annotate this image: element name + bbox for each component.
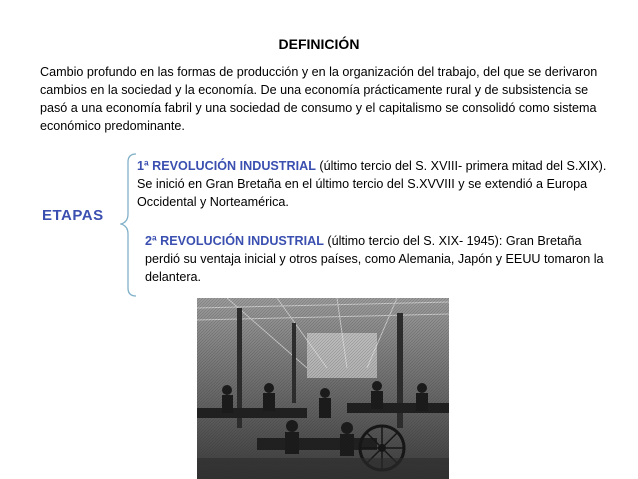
definition-paragraph: Cambio profundo en las formas de producción y en la organización del trabajo, del que se derivaron cambios en la sociedad y la economía. De una economía prácticamente rural y de subsistencia se pasó a una economía fabril y una sociedad de consumo y el capitalismo se consolidó como sistema económico predominante.: [40, 65, 598, 133]
stage-2-title: 2ª REVOLUCIÓN INDUSTRIAL: [145, 234, 324, 248]
stage-1-text: (último tercio del S. XVIII- primera mitad del S.XIX). Se inició en Gran Bretaña en el último tercio del S.XVVIII y se extendió a Europa Occidental y Norteamérica.: [137, 159, 607, 209]
stage-1-title: 1ª REVOLUCIÓN INDUSTRIAL: [137, 159, 316, 173]
page-title: DEFINICIÓN: [278, 36, 360, 52]
stage-2: [145, 232, 607, 286]
stage-1: [137, 157, 607, 211]
stage-2-text: (último tercio del S. XIX- 1945): Gran Bretaña perdió su ventaja inicial y otros países, como Alemania, Japón y EEUU tomaron la delantera.: [145, 234, 604, 284]
curly-brace: [120, 152, 138, 298]
factory-engraving-image: [197, 298, 449, 479]
etapas-label: ETAPAS: [42, 207, 104, 224]
